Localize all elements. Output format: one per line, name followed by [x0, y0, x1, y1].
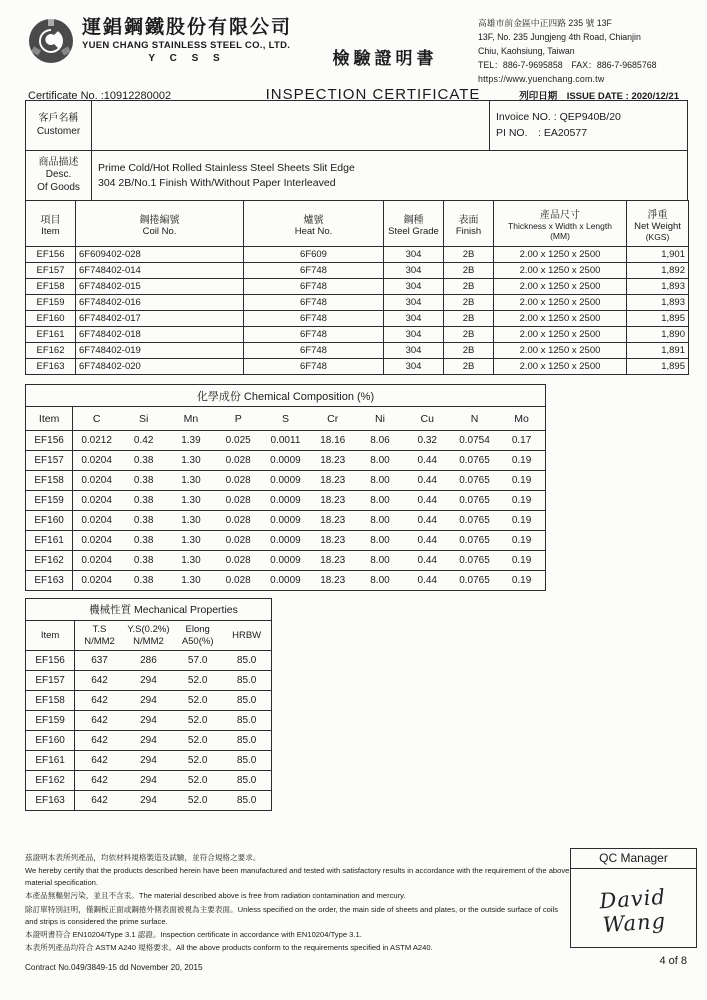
cell-ni: 8.00 [356, 491, 403, 511]
mechanical-table-title: 機械性質 Mechanical Properties [26, 599, 272, 621]
cell-steel-grade: 304 [384, 247, 444, 263]
col-header-finish: 表面 Finish [444, 201, 494, 247]
chem-col-c: C [73, 407, 120, 431]
cell-item: EF157 [26, 671, 75, 691]
cell-mn: 1.30 [167, 571, 214, 591]
cell-item: EF159 [26, 711, 75, 731]
cell-si: 0.42 [120, 431, 167, 451]
cell-c: 0.0212 [73, 431, 120, 451]
cell-hardness: 85.0 [222, 751, 271, 771]
cell-yield-strength: 294 [124, 771, 173, 791]
tel-fax: TEL：886-7-9695858 FAX：886-7-9685768 [478, 60, 657, 71]
goods-desc-line2: 304 2B/No.1 Finish With/Without Paper Interleaved [98, 176, 336, 189]
cell-s: 0.0009 [262, 471, 309, 491]
cell-si: 0.38 [120, 451, 167, 471]
certification-notes [25, 852, 570, 975]
note-line: 茲證明本表所列產品，均依材料規格製造及試驗，並符合規格之要求。 [25, 853, 261, 862]
cell-ni: 8.00 [356, 551, 403, 571]
note-line: We hereby certify that the products described herein have been manufactured and tested with satisfactory results in accordance with the requirement of the above material specification. [25, 866, 570, 888]
col-header-coil-no: 鋼捲編號 Coil No. [76, 201, 244, 247]
cell-mn: 1.30 [167, 511, 214, 531]
cell-cu: 0.44 [404, 511, 451, 531]
cell-s: 0.0009 [262, 571, 309, 591]
cell-steel-grade: 304 [384, 327, 444, 343]
col-header-steel-grade: 鋼種 Steel Grade [384, 201, 444, 247]
cell-yield-strength: 294 [124, 691, 173, 711]
chem-col-n: N [451, 407, 498, 431]
cell-tensile-strength: 642 [75, 791, 124, 811]
cell-c: 0.0204 [73, 511, 120, 531]
customer-label [26, 101, 92, 151]
cell-coil-no: 6F748402-017 [76, 311, 244, 327]
cell-finish: 2B [444, 279, 494, 295]
cell-c: 0.0204 [73, 471, 120, 491]
cell-n: 0.0765 [451, 531, 498, 551]
cell-item: EF157 [26, 263, 76, 279]
customer-goods-table [25, 100, 688, 201]
cell-item: EF156 [26, 247, 76, 263]
invoice-number: Invoice NO. : QEP940B/20 [496, 111, 621, 124]
cell-dimensions: 2.00 x 1250 x 2500 [494, 279, 627, 295]
company-names [82, 18, 292, 64]
cell-item: EF158 [26, 691, 75, 711]
cell-net-weight: 1,892 [627, 263, 689, 279]
coil-table [25, 200, 689, 375]
cell-n: 0.0765 [451, 471, 498, 491]
cell-hardness: 85.0 [222, 691, 271, 711]
cell-si: 0.38 [120, 571, 167, 591]
cell-finish: 2B [444, 247, 494, 263]
cell-ni: 8.00 [356, 571, 403, 591]
cell-yield-strength: 294 [124, 671, 173, 691]
qc-manager-signature: David Wang [598, 884, 667, 938]
cell-tensile-strength: 642 [75, 691, 124, 711]
page-number: 4 of 8 [659, 955, 687, 967]
company-abbr: Y C S S [148, 52, 226, 64]
cell-coil-no: 6F748402-015 [76, 279, 244, 295]
chem-col-s: S [262, 407, 309, 431]
cell-item: EF157 [26, 451, 73, 471]
cell-p: 0.028 [215, 511, 262, 531]
cell-mo: 0.19 [498, 451, 545, 471]
chemical-table-row [26, 511, 546, 531]
cell-item: EF161 [26, 751, 75, 771]
col-header-heat-no: 爐號 Heat No. [244, 201, 384, 247]
cell-coil-no: 6F748402-018 [76, 327, 244, 343]
cell-n: 0.0765 [451, 551, 498, 571]
mechanical-table-row [26, 671, 272, 691]
cell-finish: 2B [444, 359, 494, 375]
col-header-item: 項目 Item [26, 201, 76, 247]
cell-hardness: 85.0 [222, 791, 271, 811]
cell-item: EF162 [26, 343, 76, 359]
cell-net-weight: 1,895 [627, 311, 689, 327]
cell-heat-no: 6F748 [244, 359, 384, 375]
cell-net-weight: 1,891 [627, 343, 689, 359]
cell-ni: 8.00 [356, 531, 403, 551]
mech-col-ys: Y.S(0.2%) N/MM2 [124, 621, 173, 651]
customer-value [92, 101, 490, 151]
chem-col-p: P [215, 407, 262, 431]
cell-heat-no: 6F748 [244, 295, 384, 311]
cell-item: EF158 [26, 279, 76, 295]
cell-cu: 0.44 [404, 471, 451, 491]
cell-item: EF159 [26, 491, 73, 511]
cell-elongation: 52.0 [173, 711, 222, 731]
cell-p: 0.028 [215, 491, 262, 511]
chemical-table-row [26, 451, 546, 471]
cell-item: EF160 [26, 311, 76, 327]
mechanical-table-row [26, 771, 272, 791]
invoice-cell [490, 101, 688, 151]
cell-elongation: 52.0 [173, 771, 222, 791]
note-line: 本產品無輻射污染，並且不含汞。The material described above is free from radiation contamination and mercury. [25, 891, 406, 901]
mechanical-table-title-row [26, 599, 272, 621]
mechanical-table-row [26, 791, 272, 811]
chemical-table-row [26, 471, 546, 491]
col-header-dimensions: 產品尺寸 Thickness x Width x Length (MM) [494, 201, 627, 247]
cell-finish: 2B [444, 295, 494, 311]
cell-steel-grade: 304 [384, 311, 444, 327]
issue-date: 列印日期 ISSUE DATE : 2020/12/21 [519, 91, 679, 102]
chemical-table-row [26, 531, 546, 551]
cell-mo: 0.19 [498, 571, 545, 591]
cell-cr: 18.23 [309, 471, 356, 491]
chemical-table-row [26, 491, 546, 511]
cell-net-weight: 1,901 [627, 247, 689, 263]
goods-description [92, 151, 688, 201]
cell-elongation: 52.0 [173, 731, 222, 751]
cell-p: 0.028 [215, 551, 262, 571]
cell-item: EF161 [26, 531, 73, 551]
cell-cr: 18.23 [309, 451, 356, 471]
cell-item: EF162 [26, 771, 75, 791]
cell-yield-strength: 294 [124, 731, 173, 751]
cell-item: EF156 [26, 431, 73, 451]
cell-hardness: 85.0 [222, 771, 271, 791]
chemical-table-title-row [26, 385, 546, 407]
cell-tensile-strength: 642 [75, 751, 124, 771]
cell-coil-no: 6F748402-014 [76, 263, 244, 279]
chem-col-ni: Ni [356, 407, 403, 431]
cell-s: 0.0011 [262, 431, 309, 451]
goods-row [26, 151, 688, 201]
cell-tensile-strength: 642 [75, 731, 124, 751]
cell-n: 0.0765 [451, 511, 498, 531]
cell-s: 0.0009 [262, 491, 309, 511]
chemical-table-header-row [26, 407, 546, 431]
cell-ni: 8.06 [356, 431, 403, 451]
cell-finish: 2B [444, 311, 494, 327]
cell-s: 0.0009 [262, 511, 309, 531]
mech-col-ts: T.S N/MM2 [75, 621, 124, 651]
chem-col-cu: Cu [404, 407, 451, 431]
cell-cr: 18.23 [309, 551, 356, 571]
cell-net-weight: 1,893 [627, 279, 689, 295]
certificate-number: Certificate No. :10912280002 [28, 90, 172, 102]
pi-number: PI NO. : EA20577 [496, 126, 588, 139]
cell-dimensions: 2.00 x 1250 x 2500 [494, 311, 627, 327]
cell-p: 0.025 [215, 431, 262, 451]
company-logo-icon [28, 18, 74, 64]
cell-heat-no: 6F609 [244, 247, 384, 263]
cell-cu: 0.44 [404, 531, 451, 551]
cell-elongation: 52.0 [173, 751, 222, 771]
cell-coil-no: 6F609402-028 [76, 247, 244, 263]
cell-item: EF159 [26, 295, 76, 311]
cell-cu: 0.32 [404, 431, 451, 451]
cell-mo: 0.17 [498, 431, 545, 451]
mech-col-hrbw: HRBW [222, 621, 271, 651]
cell-p: 0.028 [215, 451, 262, 471]
cell-item: EF163 [26, 791, 75, 811]
mechanical-table-row [26, 751, 272, 771]
coil-table-row [26, 343, 689, 359]
coil-table-row [26, 279, 689, 295]
cell-cu: 0.44 [404, 451, 451, 471]
cell-cr: 18.23 [309, 511, 356, 531]
cell-mn: 1.30 [167, 491, 214, 511]
cell-steel-grade: 304 [384, 279, 444, 295]
chemical-table-row [26, 431, 546, 451]
mechanical-table-row [26, 691, 272, 711]
note-line: 本證明書符合 EN10204/Type 3.1 認證。Inspection certificate in accordance with EN10204/Type 3.1. [25, 929, 362, 939]
mech-col-item: Item [26, 621, 75, 651]
mechanical-table-row [26, 731, 272, 751]
cell-mn: 1.30 [167, 551, 214, 571]
cell-finish: 2B [444, 343, 494, 359]
cell-dimensions: 2.00 x 1250 x 2500 [494, 327, 627, 343]
cell-elongation: 52.0 [173, 671, 222, 691]
cell-n: 0.0765 [451, 451, 498, 471]
cell-steel-grade: 304 [384, 343, 444, 359]
cell-cu: 0.44 [404, 551, 451, 571]
mechanical-table-row [26, 651, 272, 671]
cell-mn: 1.39 [167, 431, 214, 451]
chem-col-mn: Mn [167, 407, 214, 431]
cell-dimensions: 2.00 x 1250 x 2500 [494, 343, 627, 359]
goods-label-en1: Desc. [45, 169, 72, 181]
cell-hardness: 85.0 [222, 711, 271, 731]
cell-elongation: 52.0 [173, 791, 222, 811]
cell-item: EF161 [26, 327, 76, 343]
cell-net-weight: 1,893 [627, 295, 689, 311]
mech-col-elong: Elong A50(%) [173, 621, 222, 651]
cell-mo: 0.19 [498, 491, 545, 511]
document-title-zh: 檢驗證明書 [332, 49, 438, 68]
cell-dimensions: 2.00 x 1250 x 2500 [494, 295, 627, 311]
cell-mo: 0.19 [498, 511, 545, 531]
note-line: 本表所列產品均符合 ASTM A240 規格要求。All the above products conform to the requirements specified in ASTM A240. [25, 942, 433, 952]
cell-net-weight: 1,895 [627, 359, 689, 375]
cell-hardness: 85.0 [222, 731, 271, 751]
col-header-net-weight: 淨重 Net Weight (KGS) [627, 201, 689, 247]
cell-item: EF162 [26, 551, 73, 571]
cell-c: 0.0204 [73, 571, 120, 591]
cell-coil-no: 6F748402-016 [76, 295, 244, 311]
cell-si: 0.38 [120, 551, 167, 571]
note-line: 除訂單特別註明，僅鋼板正面或鋼捲外側表面被視為主要表面。Unless specified on the order, the main side of sheets and plates, or the outside surface of coils and strips is considered the prime surface. [25, 904, 559, 926]
cell-heat-no: 6F748 [244, 311, 384, 327]
cell-dimensions: 2.00 x 1250 x 2500 [494, 263, 627, 279]
cell-p: 0.028 [215, 531, 262, 551]
cell-yield-strength: 294 [124, 751, 173, 771]
goods-label [26, 151, 92, 201]
cell-ni: 8.00 [356, 511, 403, 531]
cell-net-weight: 1,890 [627, 327, 689, 343]
address-en-line1: 13F, No. 235 Jungjeng 4th Road, Chianjin [478, 32, 641, 43]
chem-col-item: Item [26, 407, 73, 431]
cell-mn: 1.30 [167, 471, 214, 491]
cell-mo: 0.19 [498, 531, 545, 551]
cell-cu: 0.44 [404, 491, 451, 511]
contract-number: Contract No.049/3849-15 dd November 20, 2015 [25, 963, 203, 973]
chem-col-cr: Cr [309, 407, 356, 431]
cell-ni: 8.00 [356, 451, 403, 471]
cell-elongation: 52.0 [173, 691, 222, 711]
goods-desc-line1: Prime Cold/Hot Rolled Stainless Steel Sheets Slit Edge [98, 162, 355, 175]
cell-coil-no: 6F748402-019 [76, 343, 244, 359]
goods-label-zh: 商品描述 [38, 156, 79, 168]
cell-tensile-strength: 642 [75, 671, 124, 691]
mechanical-table-row [26, 711, 272, 731]
company-name-zh: 運錩鋼鐵股份有限公司 [82, 17, 293, 38]
address-en-line2: Chiu, Kaohsiung, Taiwan [478, 46, 575, 57]
cell-c: 0.0204 [73, 451, 120, 471]
cell-s: 0.0009 [262, 551, 309, 571]
cell-item: EF163 [26, 359, 76, 375]
coil-table-row [26, 247, 689, 263]
cell-p: 0.028 [215, 571, 262, 591]
customer-label-en: Customer [36, 125, 81, 137]
cell-heat-no: 6F748 [244, 343, 384, 359]
cell-hardness: 85.0 [222, 671, 271, 691]
cell-si: 0.38 [120, 471, 167, 491]
company-address-block [478, 16, 693, 86]
cell-mo: 0.19 [498, 471, 545, 491]
coil-table-row [26, 295, 689, 311]
cell-finish: 2B [444, 263, 494, 279]
chemical-table-row [26, 551, 546, 571]
cell-tensile-strength: 642 [75, 771, 124, 791]
coil-table-row [26, 263, 689, 279]
cell-tensile-strength: 642 [75, 711, 124, 731]
document-title-en: INSPECTION CERTIFICATE [265, 86, 481, 103]
cell-finish: 2B [444, 327, 494, 343]
cell-c: 0.0204 [73, 551, 120, 571]
cell-cr: 18.16 [309, 431, 356, 451]
cell-c: 0.0204 [73, 491, 120, 511]
cell-steel-grade: 304 [384, 295, 444, 311]
cell-tensile-strength: 637 [75, 651, 124, 671]
customer-row [26, 101, 688, 151]
customer-label-zh: 客戶名稱 [38, 113, 79, 124]
cell-elongation: 57.0 [173, 651, 222, 671]
cell-yield-strength: 294 [124, 791, 173, 811]
cell-item: EF156 [26, 651, 75, 671]
cell-cu: 0.44 [404, 571, 451, 591]
cell-item: EF160 [26, 511, 73, 531]
cell-p: 0.028 [215, 471, 262, 491]
cell-steel-grade: 304 [384, 359, 444, 375]
cell-dimensions: 2.00 x 1250 x 2500 [494, 359, 627, 375]
cell-coil-no: 6F748402-020 [76, 359, 244, 375]
cell-yield-strength: 286 [124, 651, 173, 671]
cell-yield-strength: 294 [124, 711, 173, 731]
cell-n: 0.0765 [451, 571, 498, 591]
cell-heat-no: 6F748 [244, 327, 384, 343]
cell-s: 0.0009 [262, 451, 309, 471]
cell-n: 0.0754 [451, 431, 498, 451]
cell-heat-no: 6F748 [244, 263, 384, 279]
coil-table-row [26, 311, 689, 327]
cell-mo: 0.19 [498, 551, 545, 571]
cell-s: 0.0009 [262, 531, 309, 551]
qc-manager-label: QC Manager [571, 849, 696, 869]
chemical-composition-table [25, 384, 546, 591]
cell-si: 0.38 [120, 491, 167, 511]
qc-manager-box [570, 848, 697, 948]
chem-col-si: Si [120, 407, 167, 431]
cell-cr: 18.23 [309, 571, 356, 591]
cell-n: 0.0765 [451, 491, 498, 511]
chem-col-mo: Mo [498, 407, 545, 431]
mechanical-table-header-row [26, 621, 272, 651]
address-zh: 高雄市前金區中正四路 235 號 13F [478, 18, 612, 28]
cell-ni: 8.00 [356, 471, 403, 491]
cell-c: 0.0204 [73, 531, 120, 551]
cell-si: 0.38 [120, 511, 167, 531]
cell-dimensions: 2.00 x 1250 x 2500 [494, 247, 627, 263]
coil-table-row [26, 327, 689, 343]
mechanical-properties-table [25, 598, 272, 811]
coil-table-row [26, 359, 689, 375]
cell-item: EF163 [26, 571, 73, 591]
cell-hardness: 85.0 [222, 651, 271, 671]
company-name-en: YUEN CHANG STAINLESS STEEL CO., LTD. [82, 39, 291, 51]
cell-cr: 18.23 [309, 491, 356, 511]
company-header [28, 18, 292, 64]
cell-item: EF158 [26, 471, 73, 491]
cell-cr: 18.23 [309, 531, 356, 551]
website-url: https://www.yuenchang.com.tw [478, 74, 605, 85]
cell-steel-grade: 304 [384, 263, 444, 279]
goods-label-en2: Of Goods [37, 181, 80, 193]
coil-table-header-row [26, 201, 689, 247]
cell-mn: 1.30 [167, 451, 214, 471]
cell-heat-no: 6F748 [244, 279, 384, 295]
cell-item: EF160 [26, 731, 75, 751]
cell-mn: 1.30 [167, 531, 214, 551]
cell-si: 0.38 [120, 531, 167, 551]
chemical-table-row [26, 571, 546, 591]
chemical-table-title: 化學成份 Chemical Composition (%) [26, 385, 546, 407]
